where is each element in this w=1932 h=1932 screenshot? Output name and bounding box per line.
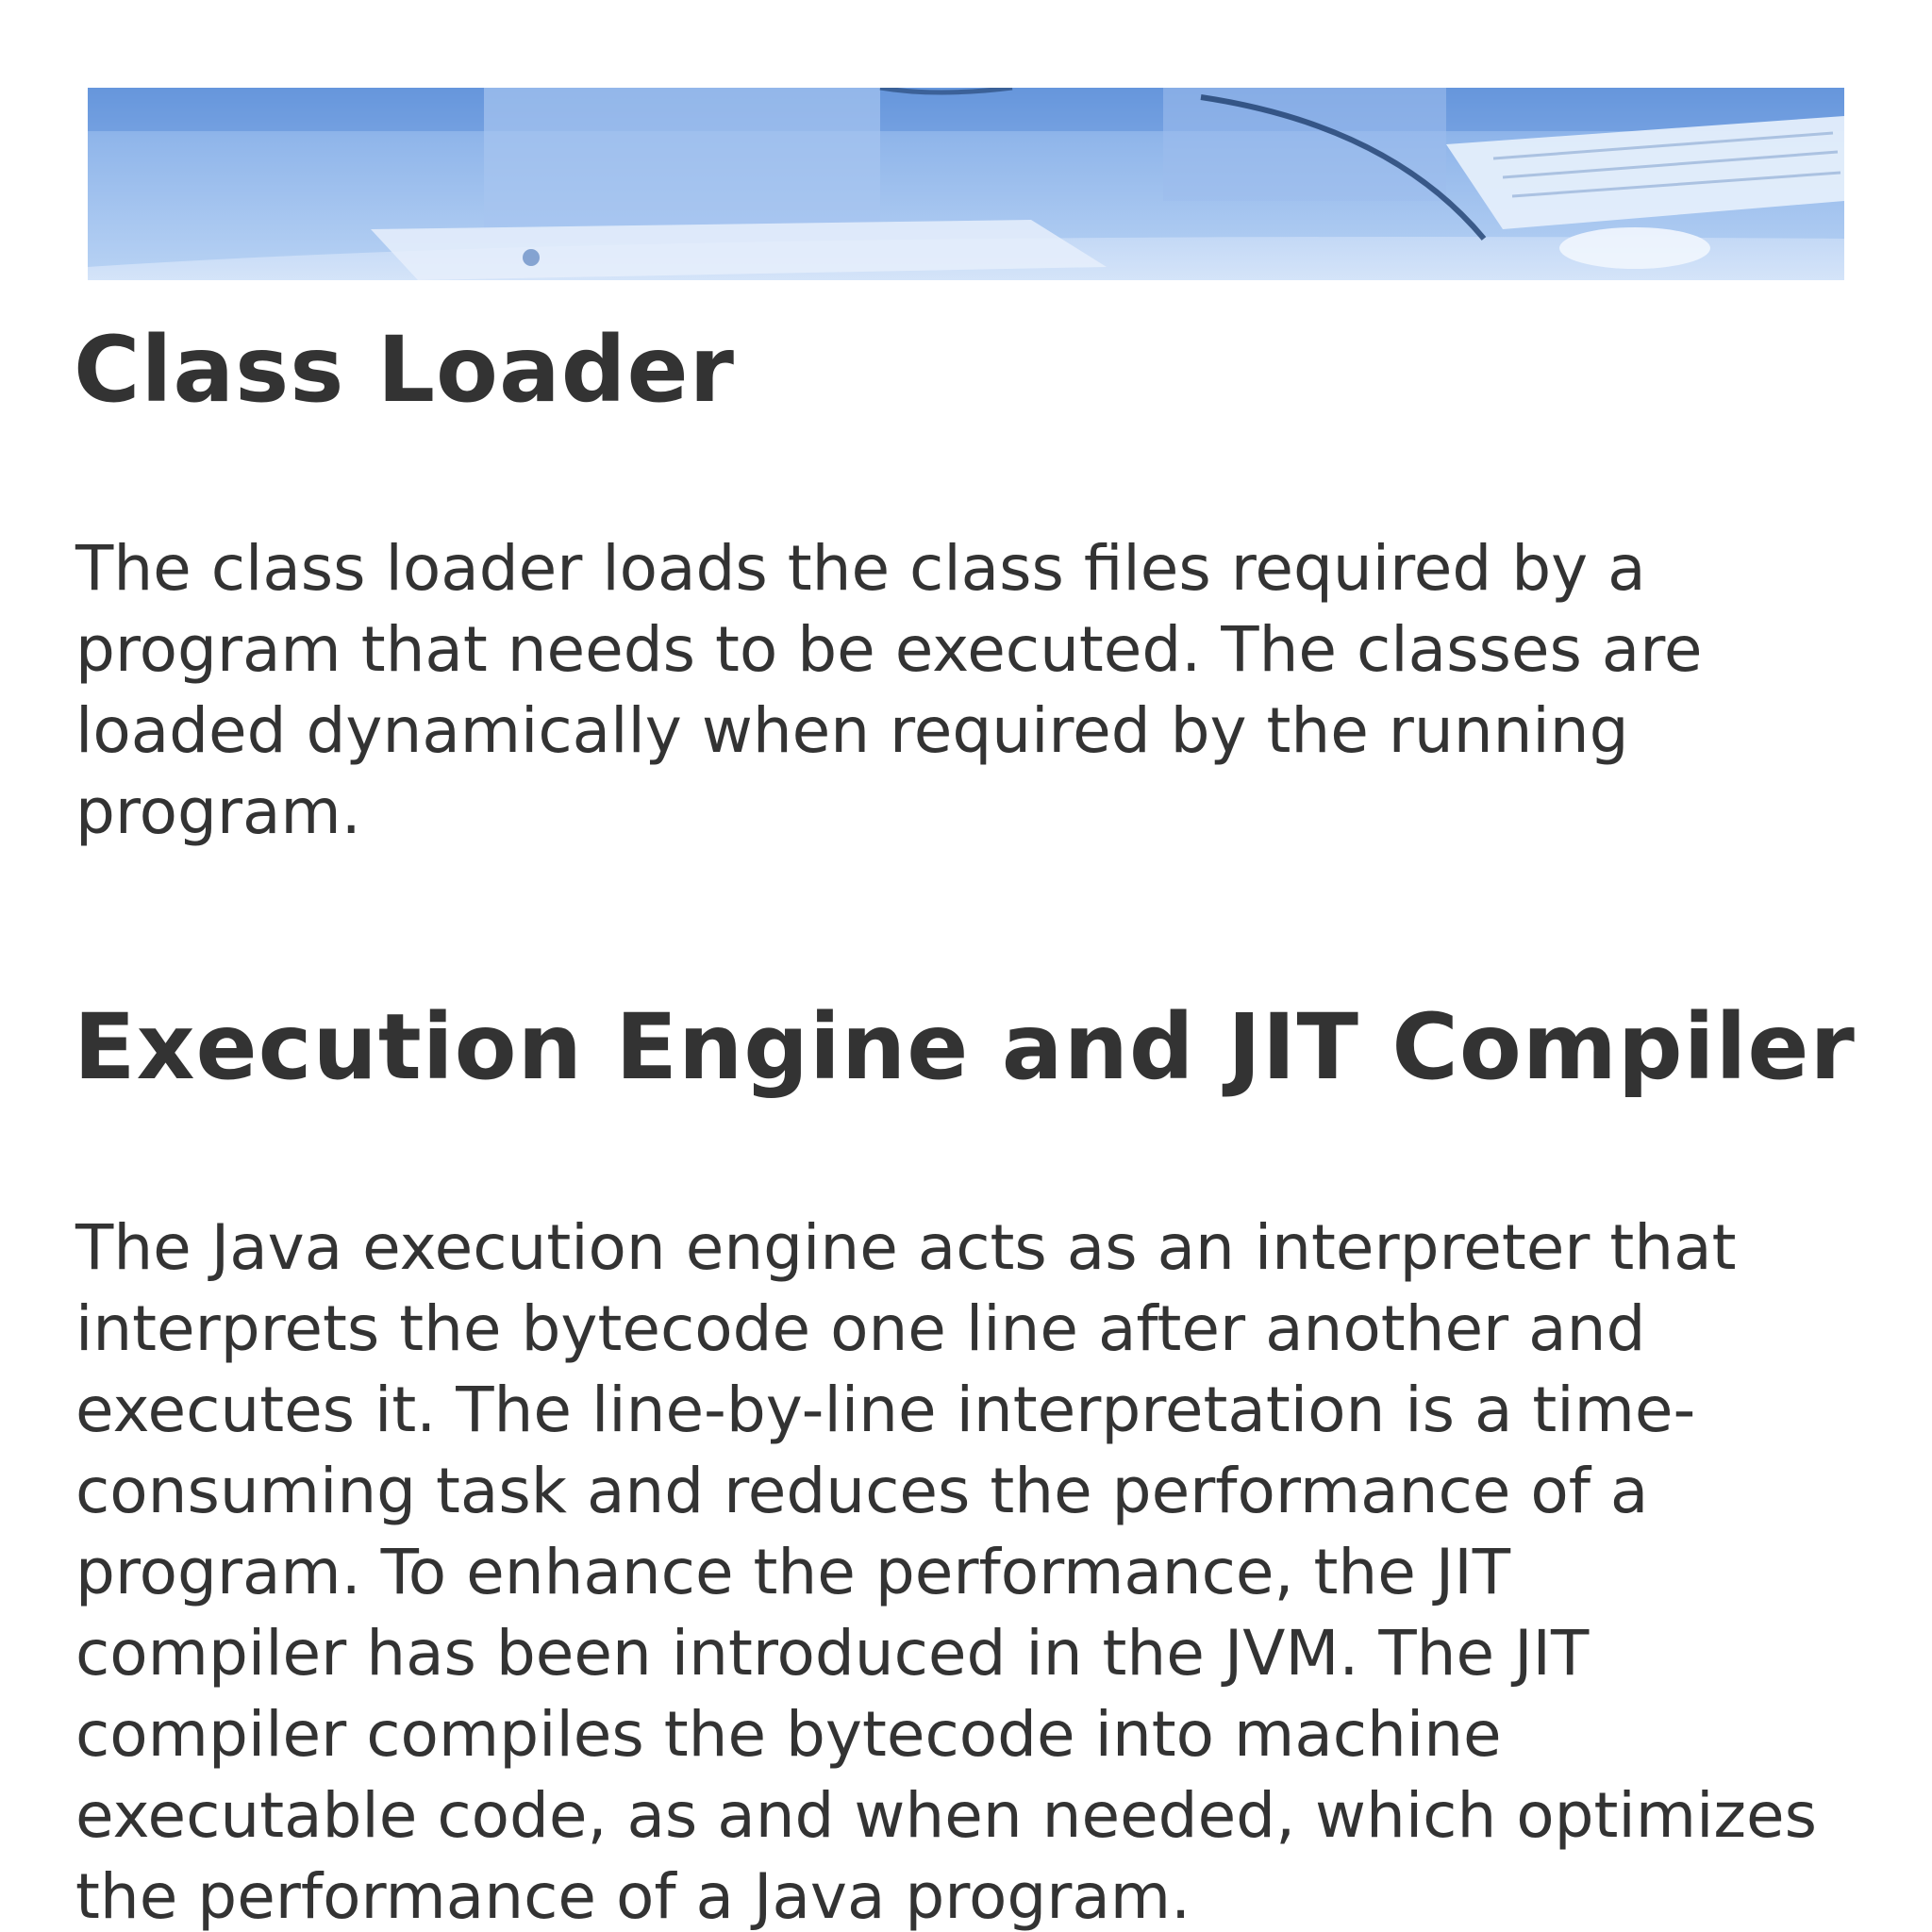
section-heading-class-loader: Class Loader <box>74 317 735 423</box>
paragraph-line: consuming task and reduces the performance of a <box>75 1455 1649 1527</box>
paragraph-line: compiler has been introduced in the JVM. The JIT <box>75 1617 1590 1690</box>
paragraph-line: the performance of a Java program. <box>75 1860 1191 1932</box>
paragraph-line: interprets the bytecode one line after another and <box>75 1292 1646 1365</box>
paragraph-line: executes it. The line-by-line interpretation is a time- <box>75 1374 1696 1446</box>
paragraph-line: The class loader loads the class files required by a <box>75 532 1646 605</box>
desk-computer-illustration <box>88 88 1844 280</box>
paragraph-line: program. <box>75 775 361 848</box>
header-banner-image <box>88 88 1844 280</box>
paragraph-line: loaded dynamically when required by the running <box>75 694 1629 767</box>
paragraph-line: program. To enhance the performance, the JIT <box>75 1536 1511 1608</box>
execution-engine-paragraph <box>75 1208 1868 1932</box>
paragraph-line: program that needs to be executed. The classes are <box>75 613 1703 686</box>
paragraph-line: The Java execution engine acts as an interpreter that <box>75 1211 1737 1284</box>
paragraph-line: executable code, as and when needed, which optimizes <box>75 1779 1818 1852</box>
section-heading-execution-engine: Execution Engine and JIT Compiler <box>74 994 1856 1100</box>
paragraph-line: compiler compiles the bytecode into machine <box>75 1698 1502 1771</box>
class-loader-paragraph <box>75 528 1868 853</box>
